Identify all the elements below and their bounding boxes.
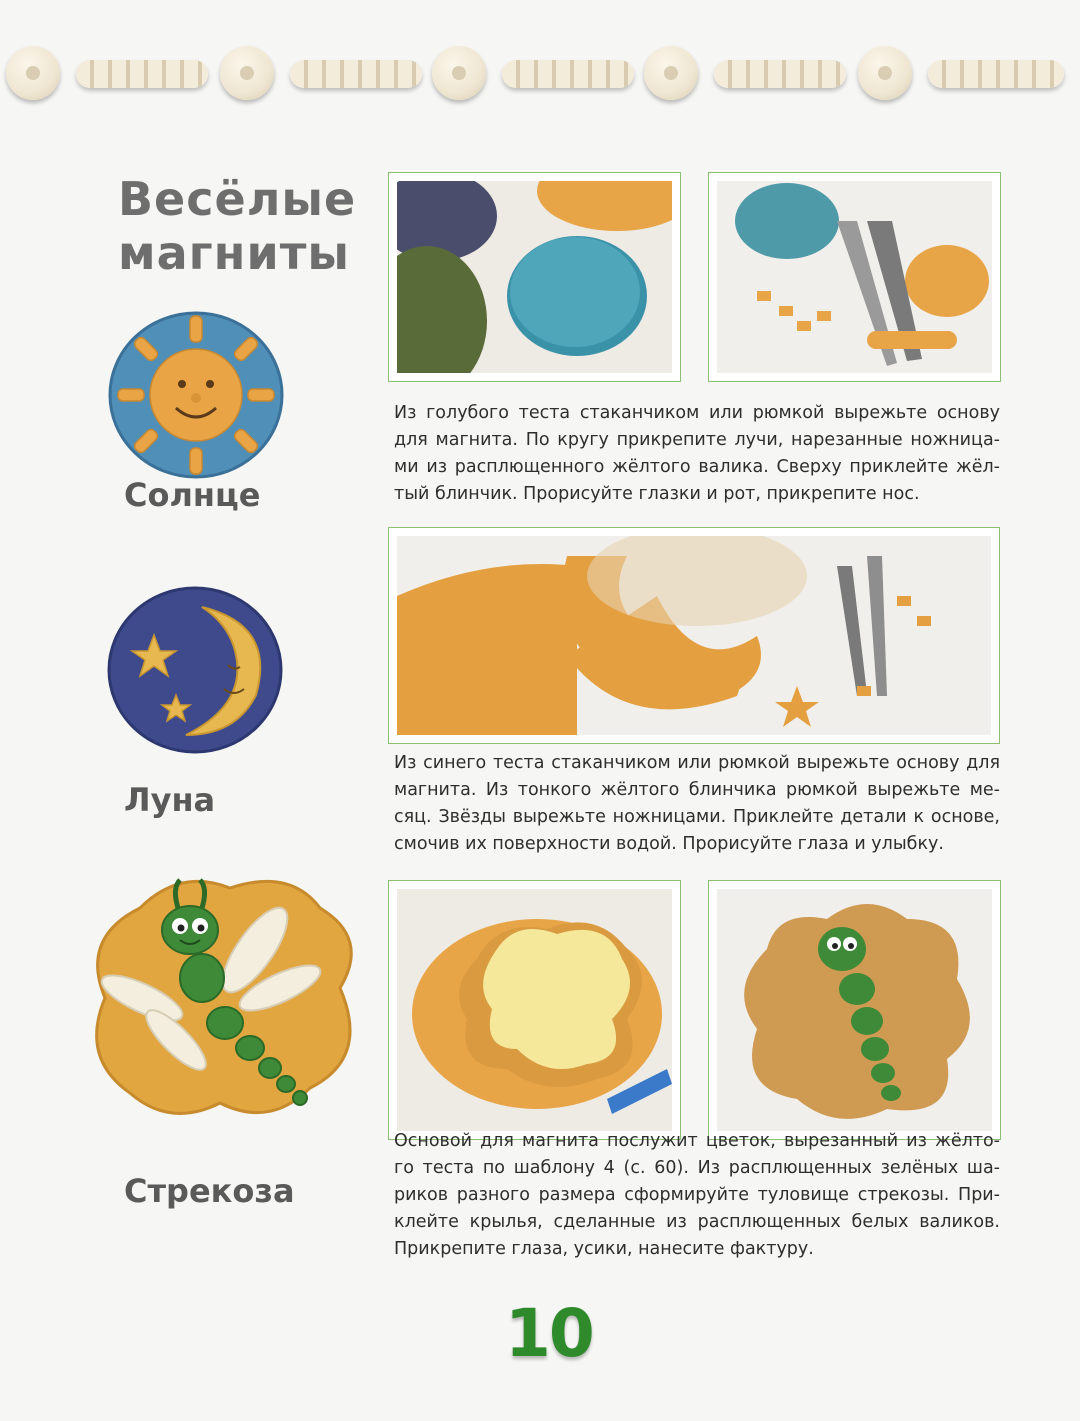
label-sun: Солнце xyxy=(124,476,261,514)
photo-content xyxy=(397,536,991,735)
title-line-1: Весёлые xyxy=(118,172,357,226)
photo-content xyxy=(717,889,992,1131)
dragonfly-magnet-image xyxy=(80,868,370,1128)
photo-flower-template xyxy=(388,880,681,1140)
page-number: 10 xyxy=(505,1295,593,1372)
dough-bar xyxy=(502,60,634,88)
dough-bead xyxy=(644,46,698,100)
instructions-dragonfly: Основой для магнита послужит цветок, вырезанный из жёлто-го теста по шаблону 4 (с. 60). Из расплющенных зелёных ша-риков разного размера сформируйте туловище стрекозы. При-клейте крылья, сделанные из расплющенных белых валиков. Прикрепите глаза, усики, нанесите фактуру. xyxy=(394,1131,1000,1259)
dough-bar xyxy=(714,60,846,88)
photo-cutting-rays xyxy=(708,172,1001,382)
instructions-sun: Из голубого теста стаканчиком или рюмкой вырежьте основу для магнита. По кругу прикрепите лучи, нарезанные ножница-ми из расплющенного жёлтого валика. Сверху приклейте жёл-тый блинчик. Прорисуйте глазки и рот, прикрепите нос. xyxy=(394,403,1000,504)
dough-bar xyxy=(76,60,208,88)
instructions-moon: Из синего теста стаканчиком или рюмкой вырежьте основу для магнита. Из тонкого жёлтого блинчика рюмкой вырежьте ме-сяц. Звёзды вырежьте ножницами. Приклейте детали к основе, смочив их поверхности водой. Прорисуйте глаза и улыбку. xyxy=(394,753,1000,854)
label-dragonfly: Стрекоза xyxy=(124,1172,295,1210)
dough-bar xyxy=(290,60,422,88)
dough-bead xyxy=(220,46,274,100)
label-moon: Луна xyxy=(124,781,216,819)
decorative-border xyxy=(0,40,1080,110)
dough-bead xyxy=(858,46,912,100)
dough-bead xyxy=(6,46,60,100)
photo-content xyxy=(397,889,672,1131)
moon-magnet-image xyxy=(106,585,284,755)
photo-assembled-caterpillar xyxy=(708,880,1001,1140)
sun-magnet-image xyxy=(106,310,286,480)
title-line-2: магниты xyxy=(118,226,350,280)
photo-cutting-moon xyxy=(388,527,1000,744)
photo-blue-dough-circles xyxy=(388,172,681,382)
dough-bead xyxy=(432,46,486,100)
photo-content xyxy=(397,181,672,373)
page-title xyxy=(118,172,378,280)
dough-bar xyxy=(928,60,1064,88)
photo-content xyxy=(717,181,992,373)
